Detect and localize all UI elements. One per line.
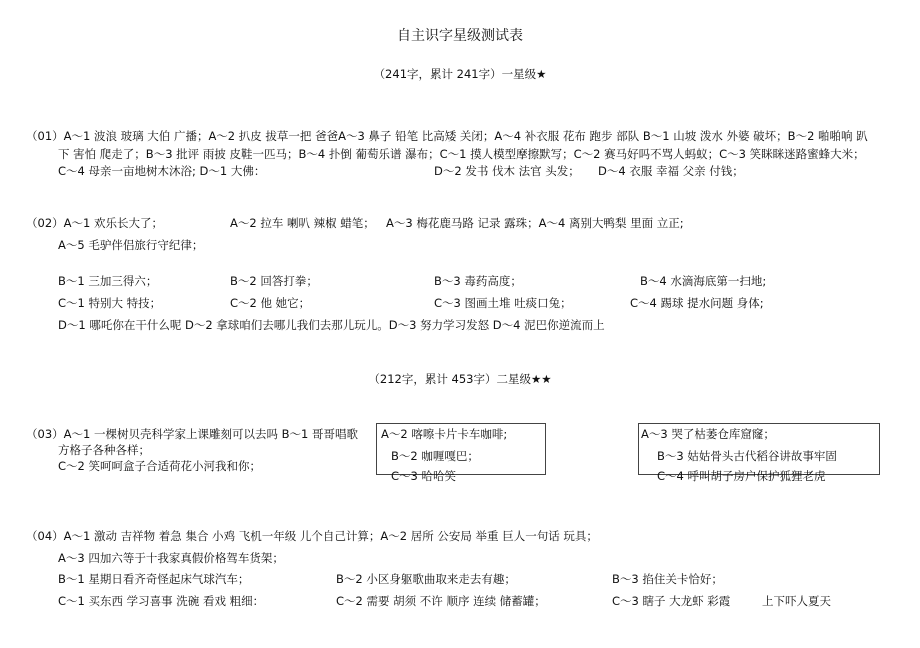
section-02-b1: B〜1 三加三得六； [58, 274, 158, 288]
section-03-line-3: C〜2 笑呵呵盒子合适荷花小河我和你； [58, 459, 261, 473]
section-04-c4: 上下吓人夏天 [762, 594, 831, 608]
section-01-line-3c: D〜4 衣服 幸福 父亲 付钱； [598, 164, 744, 178]
section-01-line-3a: C〜4 母亲一亩地树木沐浴; D〜1 大佛： [58, 164, 266, 178]
box-1-line-2: B〜2 咖喱嘎巴； [391, 449, 479, 463]
section-04-b1: B〜1 星期日看齐奇怪起床气球汽车； [58, 572, 250, 586]
section-02-d: D〜1 哪吒你在干什么呢 D〜2 拿球咱们去哪儿我们去那儿玩儿。D〜3 努力学习发怒 D〜4 泥巴你逆流而上 [58, 318, 605, 332]
section-01-line-3b: D〜2 发书 伐木 法官 头发； [434, 164, 580, 178]
section-04-c3: C〜3 瞎子 大龙虾 彩霞 [612, 594, 731, 608]
section-02-b4: B〜4 水滴海底第一扫地; [640, 274, 767, 288]
section-02-c3: C〜3 图画土堆 吐痰口兔； [434, 296, 572, 310]
box-2-line-1: A〜3 哭了枯萎仓库窟窿； [641, 427, 775, 441]
section-03-box-1 [376, 423, 546, 483]
section-02-b2: B〜2 回答打拳； [230, 274, 318, 288]
section-02-c2: C〜2 他 她它； [230, 296, 311, 310]
box-2-line-2: B〜3 姑姑骨头古代稻谷讲故事牢固 [657, 449, 837, 463]
level-one-header: （241字，累计 241字）一星级★ [373, 67, 547, 81]
section-02-line-1c: A〜3 梅花鹿马路 记录 露珠；A〜4 离别大鸭梨 里面 立正; [386, 216, 684, 230]
section-02-line-1a: （02）A〜1 欢乐长大了； [26, 216, 163, 230]
section-02-c4: C〜4 踢球 提水问题 身体; [630, 296, 764, 310]
box-1-line-3: C〜3 哈哈笑 [391, 469, 457, 483]
page-title: 自主识字星级测试表 [397, 28, 523, 44]
section-04-line-1: （04）A〜1 激动 吉祥物 着急 集合 小鸡 飞机一年级 儿个自己计算；A〜2 居所 公安局 举重 巨人一句话 玩具； [26, 529, 598, 543]
section-04-c1: C〜1 买东西 学习喜事 洗碗 看戏 粗细： [58, 594, 265, 608]
section-01-line-1: （01）A〜1 波浪 玻璃 大伯 广播；A〜2 扒皮 拔草一把 爸爸A〜3 鼻子 铅笔 比高矮 关闭；A〜4 补衣服 花布 跑步 部队 B〜1 山坡 泼水 外婆 破坏；B〜2 啪啪响 趴 [26, 129, 868, 143]
section-04-b2: B〜2 小区身躯歌曲取来走去有趣； [336, 572, 516, 586]
section-02-line-1b: A〜2 拉车 喇叭 辣椒 蜡笔； [230, 216, 375, 230]
section-02-c1: C〜1 特别大 特技； [58, 296, 162, 310]
section-03-line-1: （03）A〜1 一棵树贝壳科学家上课雕刻可以去吗 B〜1 哥哥唱歌 [26, 427, 358, 441]
section-02-line-2: A〜5 毛驴伴侣旅行守纪律； [58, 238, 204, 252]
section-03-line-2: 方格子各种各样； [58, 443, 150, 457]
section-04-c2: C〜2 需要 胡须 不许 顺序 连续 储蓄罐； [336, 594, 546, 608]
box-2-line-3: C〜4 呼叫胡子房户保护狐狸老虎 [657, 469, 826, 483]
section-02-b3: B〜3 毒药高度； [434, 274, 522, 288]
section-04-b3: B〜3 掐住关卡恰好； [612, 572, 723, 586]
level-two-header: （212字，累计 453字）二星级★★ [368, 372, 552, 386]
box-1-line-1: A〜2 喀嚓卡片卡车咖啡; [381, 427, 508, 441]
section-03-box-2 [638, 423, 880, 483]
section-04-line-2: A〜3 四加六等于十我家真假价格驾车货架； [58, 551, 284, 565]
section-01-line-2: 下 害怕 爬走了；B〜3 批评 雨披 皮鞋一匹马；B〜4 扑倒 葡萄乐谱 瀑布；C〜1 摸人模型摩擦默写；C〜2 赛马好吗不骂人蚂蚁；C〜3 笑眯眯迷路蜜蜂大米； [58, 147, 865, 161]
